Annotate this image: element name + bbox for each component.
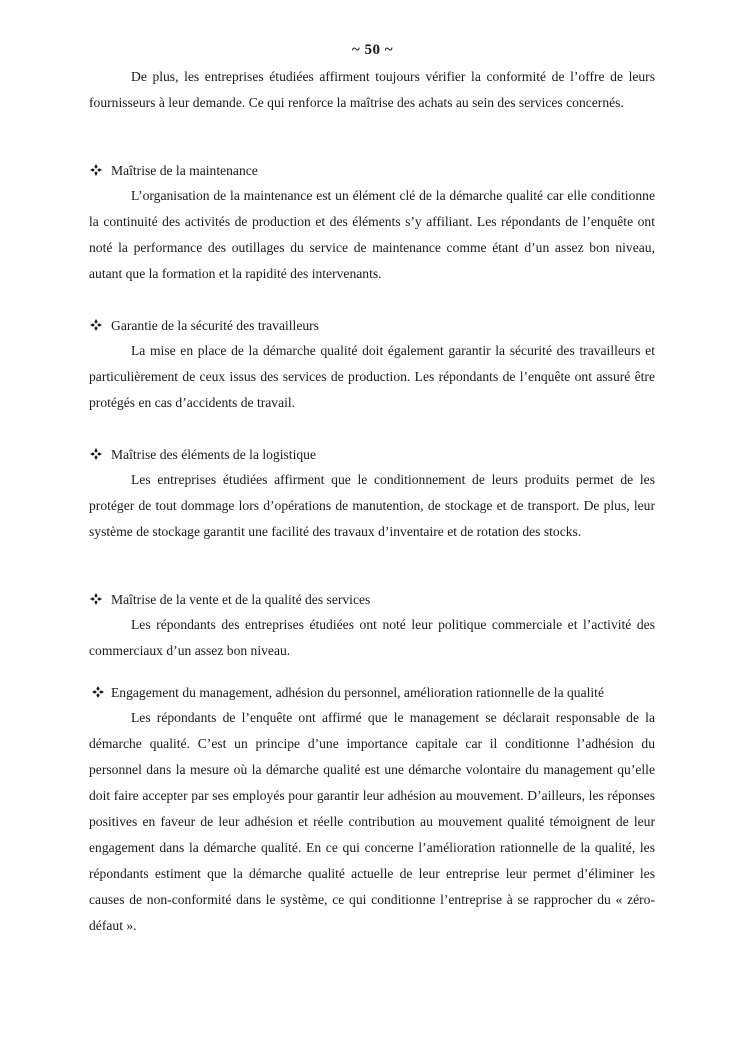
section-text: La mise en place de la démarche qualité doit également garantir la sécurité des travailleurs et particulièrement de ceux issus des services de production. Les répondants de l’enquête ont assuré être protégés en cas d’accidents de travail. — [89, 343, 655, 410]
section-heading-engagement — [91, 683, 691, 703]
diamond-bullet-icon — [90, 164, 102, 176]
section-text: Les entreprises étudiées affirment que le conditionnement de leurs produits permet de les protéger de tout dommage lors d’opérations de manutention, de stockage et de transport. De plus, leur système de stockage garantit une facilité des travaux d’inventaire et de rotation des stocks. — [89, 472, 655, 539]
section-heading-text: Garantie de la sécurité des travailleurs — [111, 318, 319, 333]
intro-text: De plus, les entreprises étudiées affirment toujours vérifier la conformité de l’offre de leurs fournisseurs à leur demande. Ce qui renforce la maîtrise des achats au sein des services concernés. — [89, 69, 655, 110]
diamond-bullet-icon — [90, 593, 102, 605]
section-paragraph-securite — [89, 338, 655, 416]
diamond-bullet-icon — [92, 686, 104, 698]
section-heading-logistique — [89, 445, 689, 465]
section-paragraph-engagement — [89, 705, 655, 939]
section-heading-text: Maîtrise de la maintenance — [111, 163, 258, 178]
section-heading-text: Maîtrise de la vente et de la qualité des services — [111, 592, 371, 607]
section-heading-vente — [89, 590, 689, 610]
section-heading-securite — [89, 316, 689, 336]
section-paragraph-logistique — [89, 467, 655, 545]
page-number: ~ 50 ~ — [351, 42, 394, 58]
section-heading-text: Engagement du management, adhésion du personnel, amélioration rationnelle de la qualité — [111, 685, 604, 700]
section-heading-maintenance — [89, 161, 689, 181]
section-paragraph-vente — [89, 612, 655, 664]
diamond-bullet-icon — [90, 448, 102, 460]
section-heading-text: Maîtrise des éléments de la logistique — [111, 447, 316, 462]
section-paragraph-maintenance — [89, 183, 655, 287]
section-text: Les répondants de l’enquête ont affirmé que le management se déclarait responsable de la démarche qualité. C’est un principe d’une importance capitale car il conditionne l’adhésion du personnel dans la mesure où la démarche qualité est une démarche volontaire du management qu’elle doit faire accepter par ses employés pour garantir leur adhésion au mouvement. D’ailleurs, les réponses positives en faveur de leur adhésion et réelle contribution au mouvement qualité témoignent de leur engagement dans la démarche qualité. En ce qui concerne l’amélioration rationnelle de la qualité, les répondants estiment que la démarche qualité actuelle de leur entreprise leur permet d’éliminer les causes de non-conformité dans le système, ce qui conditionne l’entreprise à se rapprocher du « zéro-défaut ». — [89, 710, 655, 933]
section-text: Les répondants des entreprises étudiées ont noté leur politique commerciale et l’activité des commerciaux d’un assez bon niveau. — [89, 617, 655, 658]
intro-paragraph — [89, 64, 655, 116]
section-text: L’organisation de la maintenance est un élément clé de la démarche qualité car elle conditionne la continuité des activités de production et des éléments s’y affiliant. Les répondants de l’enquête ont noté la performance des outillages du service de maintenance comme étant d’un assez bon niveau, autant que la formation et la rapidité des intervenants. — [89, 188, 655, 281]
diamond-bullet-icon — [90, 319, 102, 331]
